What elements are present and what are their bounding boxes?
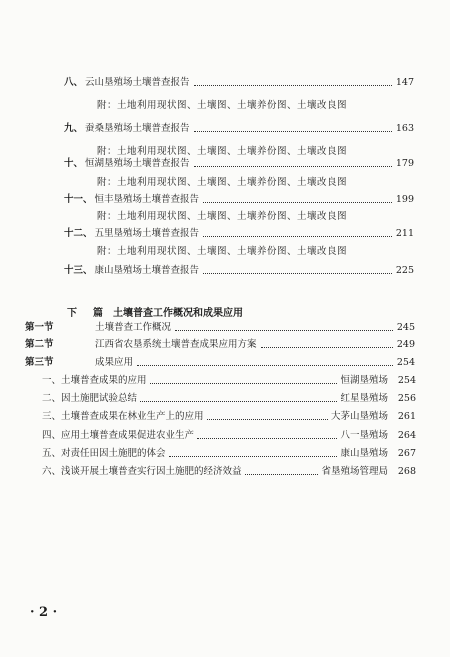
toc-entry[interactable] xyxy=(64,75,414,89)
dot-leader xyxy=(245,474,319,475)
entry-number: 十、 xyxy=(64,158,84,169)
page-number: 249 xyxy=(396,339,415,350)
subsection-author: 八一垦殖场 xyxy=(340,430,388,441)
subsection-entry[interactable] xyxy=(42,428,416,442)
dot-leader xyxy=(203,273,392,274)
section-number: 第二节 xyxy=(25,339,54,350)
subsection-entry[interactable] xyxy=(42,446,416,460)
dot-leader xyxy=(137,365,393,366)
subsection-author: 大茅山垦殖场 xyxy=(330,411,388,422)
page-number: 256 xyxy=(397,393,416,404)
subsection-entry[interactable] xyxy=(42,373,416,387)
page-number: 261 xyxy=(397,411,416,422)
page-number: 254 xyxy=(396,357,415,368)
dot-leader xyxy=(175,330,393,331)
section-entry[interactable] xyxy=(25,337,415,351)
entry-number: 十二、 xyxy=(64,228,93,239)
subsection-title: 二、因土施肥试验总结 xyxy=(42,393,138,404)
entry-title: 五里垦殖场土壤普查报告 xyxy=(94,228,200,239)
subsection-title: 三、土壤普查成果在林业生产上的应用 xyxy=(42,411,204,422)
page-number: 211 xyxy=(395,228,414,239)
dot-leader xyxy=(207,419,328,420)
dot-leader xyxy=(203,202,392,203)
toc-entry[interactable] xyxy=(64,263,414,277)
dot-leader xyxy=(203,236,392,237)
section-entry[interactable] xyxy=(25,320,415,334)
dot-leader xyxy=(169,456,338,457)
page-number: 254 xyxy=(397,375,416,386)
entry-number: 八、 xyxy=(64,77,84,88)
page-number: 225 xyxy=(395,265,414,276)
page-number: 147 xyxy=(395,77,414,88)
toc-entry[interactable] xyxy=(64,121,414,135)
subsection-author: 恒湖垦殖场 xyxy=(340,375,388,386)
section-title: 成果应用 xyxy=(95,357,134,368)
dot-leader xyxy=(194,131,392,132)
dot-leader xyxy=(194,85,392,86)
section-number: 第一节 xyxy=(25,322,54,333)
section-title: 土壤普查工作概况 xyxy=(95,322,172,333)
subsection-author: 省垦殖场管理局 xyxy=(321,466,388,477)
entry-attachment: 附：土地利用现状图、土壤图、土壤养份图、土壤改良图 xyxy=(97,246,348,257)
subsection-title: 五、对责任田因土施肥的体会 xyxy=(42,448,166,459)
subsection-author: 红星垦殖场 xyxy=(340,393,388,404)
page-number: 267 xyxy=(397,448,416,459)
page-number: 179 xyxy=(395,158,414,169)
toc-entry[interactable] xyxy=(64,226,414,240)
part-label: 下 xyxy=(67,308,77,319)
entry-number: 十三、 xyxy=(64,265,93,276)
entry-title: 恒丰垦殖场土壤普查报告 xyxy=(94,194,200,205)
entry-title: 康山垦殖场土壤普查报告 xyxy=(94,265,200,276)
page-number: 163 xyxy=(395,123,414,134)
entry-title: 云山垦殖场土壤普查报告 xyxy=(85,77,190,88)
subsection-author: 康山垦殖场 xyxy=(340,448,388,459)
entry-attachment: 附：土地利用现状图、土壤图、土壤养份图、土壤改良图 xyxy=(97,177,348,188)
entry-title: 恒湖垦殖场土壤普查报告 xyxy=(85,158,190,169)
subsection-title: 六、浅谈开展土壤普查实行因土施肥的经济效益 xyxy=(42,466,242,477)
dot-leader xyxy=(197,438,337,439)
entry-attachment: 附：土地利用现状图、土壤图、土壤养份图、土壤改良图 xyxy=(97,100,348,111)
entry-attachment: 附：土地利用现状图、土壤图、土壤养份图、土壤改良图 xyxy=(97,146,348,157)
page-number: 245 xyxy=(396,322,415,333)
section-entry[interactable] xyxy=(25,355,415,369)
page-number: 264 xyxy=(397,430,416,441)
part-title: 土壤普查工作概况和成果应用 xyxy=(113,308,243,319)
subsection-entry[interactable] xyxy=(42,391,416,405)
entry-number: 九、 xyxy=(64,123,84,134)
dot-leader xyxy=(140,401,337,402)
entry-title: 蚕桑垦殖场土壤普查报告 xyxy=(85,123,190,134)
page-footer-number: · 2 · xyxy=(30,605,58,620)
part-heading xyxy=(67,304,243,319)
subsection-entry[interactable] xyxy=(42,409,416,423)
subsection-title: 一、土壤普查成果的应用 xyxy=(42,375,147,386)
page-number: 199 xyxy=(395,194,414,205)
page-number: 268 xyxy=(397,466,416,477)
subsection-title: 四、应用土壤普查成果促进农业生产 xyxy=(42,430,195,441)
section-title: 江西省农垦系统土壤普查成果应用方案 xyxy=(95,339,257,350)
subsection-entry[interactable] xyxy=(42,464,416,478)
dot-leader xyxy=(261,347,393,348)
section-number: 第三节 xyxy=(25,357,54,368)
dot-leader xyxy=(194,166,392,167)
dot-leader xyxy=(150,383,338,384)
entry-attachment: 附：土地利用现状图、土壤图、土壤养份图、土壤改良图 xyxy=(97,211,348,222)
toc-entry[interactable] xyxy=(64,156,414,170)
part-label-suffix: 篇 xyxy=(93,308,103,319)
toc-entry[interactable] xyxy=(64,192,414,206)
entry-number: 十一、 xyxy=(64,194,93,205)
